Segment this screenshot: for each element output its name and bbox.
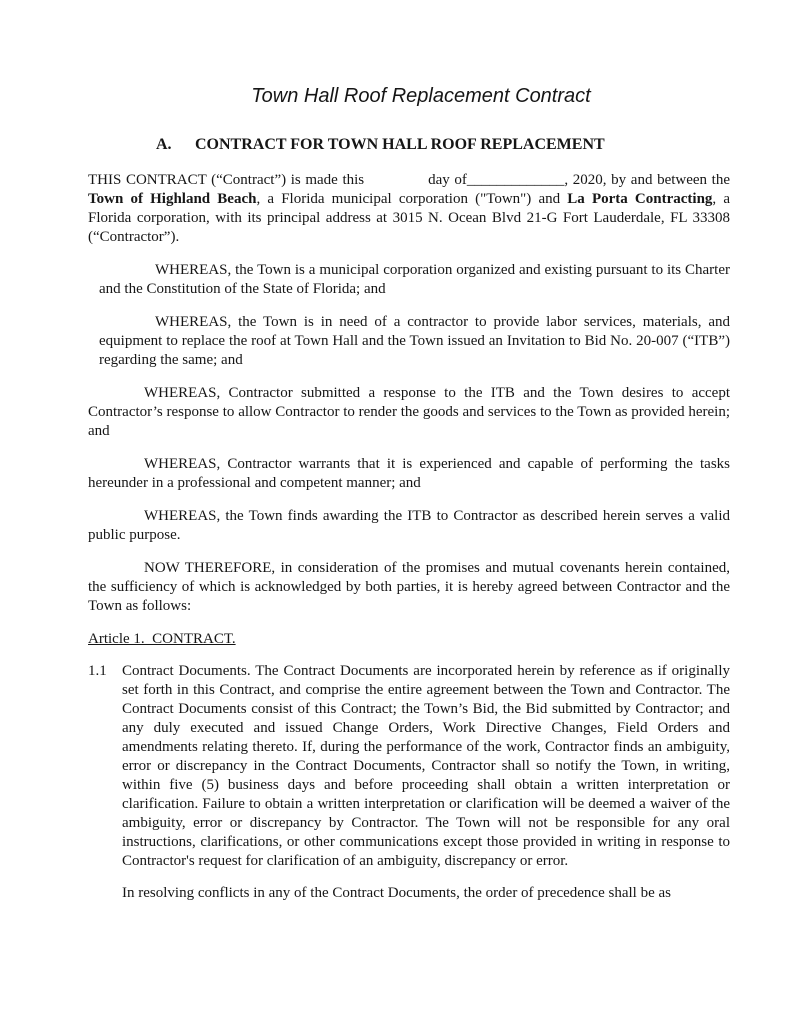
clause-1-1-number: 1.1 (88, 663, 107, 679)
text-run: THIS CONTRACT (“Contract”) is made this (88, 172, 365, 188)
clause-1-1-text: Contract Documents. The Contract Documents are incorporated herein by reference as if originally set forth in this Contract, and comprise the entire agreement between the Town and Contractor. The Contract Documents consist of this Contract; the Town’s Bid, the Bid submitted by Contractor; and any duly executed and issued Change Orders, Work Directive Changes, Field Orders and amendments relating thereto. If, during the performance of the work, Contractor finds an ambiguity, error or discrepancy in the Contract Documents, Contractor shall so notify the Town, in writing, within five (5) business days and before proceeding shall obtain a written interpretation or clarification. Failure to obtain a written interpretation or clarification will be deemed a waiver of the ambiguity, error or discrepancy by Contractor. The Town will not be responsible for any oral instructions, clarifications, or other communications except those provided in writing in response to Contractor's request for clarification of an ambiguity, discrepancy or error. (122, 663, 730, 869)
section-heading-letter: A. (156, 136, 172, 153)
whereas-paragraph-3: WHEREAS, Contractor submitted a response to the ITB and the Town desires to accept Contractor’s response to allow Contractor to render the goods and services to the Town as provided herein; and (88, 385, 730, 439)
whereas-paragraph-1: WHEREAS, the Town is a municipal corporation organized and existing pursuant to its Charter and the Constitution of the State of Florida; and (99, 262, 730, 297)
section-heading-text: CONTRACT FOR TOWN HALL ROOF REPLACEMENT (195, 136, 605, 153)
section-heading (88, 135, 730, 155)
intro-paragraph (88, 171, 730, 247)
whereas-paragraph-2: WHEREAS, the Town is in need of a contractor to provide labor services, materials, and equipment to replace the roof at Town Hall and the Town issued an Invitation to Bid No. 20-007 (“ITB”) regarding the same; and (99, 314, 730, 368)
text-run: day of_____________, 2020, by and between the (428, 172, 730, 188)
text-run: , a Florida corporation, with its principal address at 3015 N. Ocean Blvd 21-G Fort Lauderdale, FL 33308 (“Contractor”). (88, 191, 730, 245)
article-1-heading (88, 630, 730, 649)
clause-1-1 (88, 662, 730, 871)
article-1-heading-text: Article 1. CONTRACT. (88, 631, 236, 647)
whereas-paragraph-4: WHEREAS, Contractor warrants that it is experienced and capable of performing the tasks hereunder in a professional and competent manner; and (88, 456, 730, 491)
whereas-clauses (88, 261, 730, 545)
now-therefore-paragraph: NOW THEREFORE, in consideration of the promises and mutual covenants herein contained, the sufficiency of which is acknowledged by both parties, it is hereby agreed between Contractor and the Town as follows: (88, 560, 730, 614)
party-name: Town of Highland Beach (88, 191, 257, 207)
document-title: Town Hall Roof Replacement Contract (251, 85, 591, 107)
whereas-paragraph-5: WHEREAS, the Town finds awarding the ITB to Contractor as described herein serves a valid public purpose. (88, 508, 730, 543)
closing-line: In resolving conflicts in any of the Contract Documents, the order of precedence shall be as (122, 885, 671, 901)
party-name: La Porta Contracting (567, 191, 713, 207)
text-run: , a Florida municipal corporation ("Town") and (256, 191, 568, 207)
